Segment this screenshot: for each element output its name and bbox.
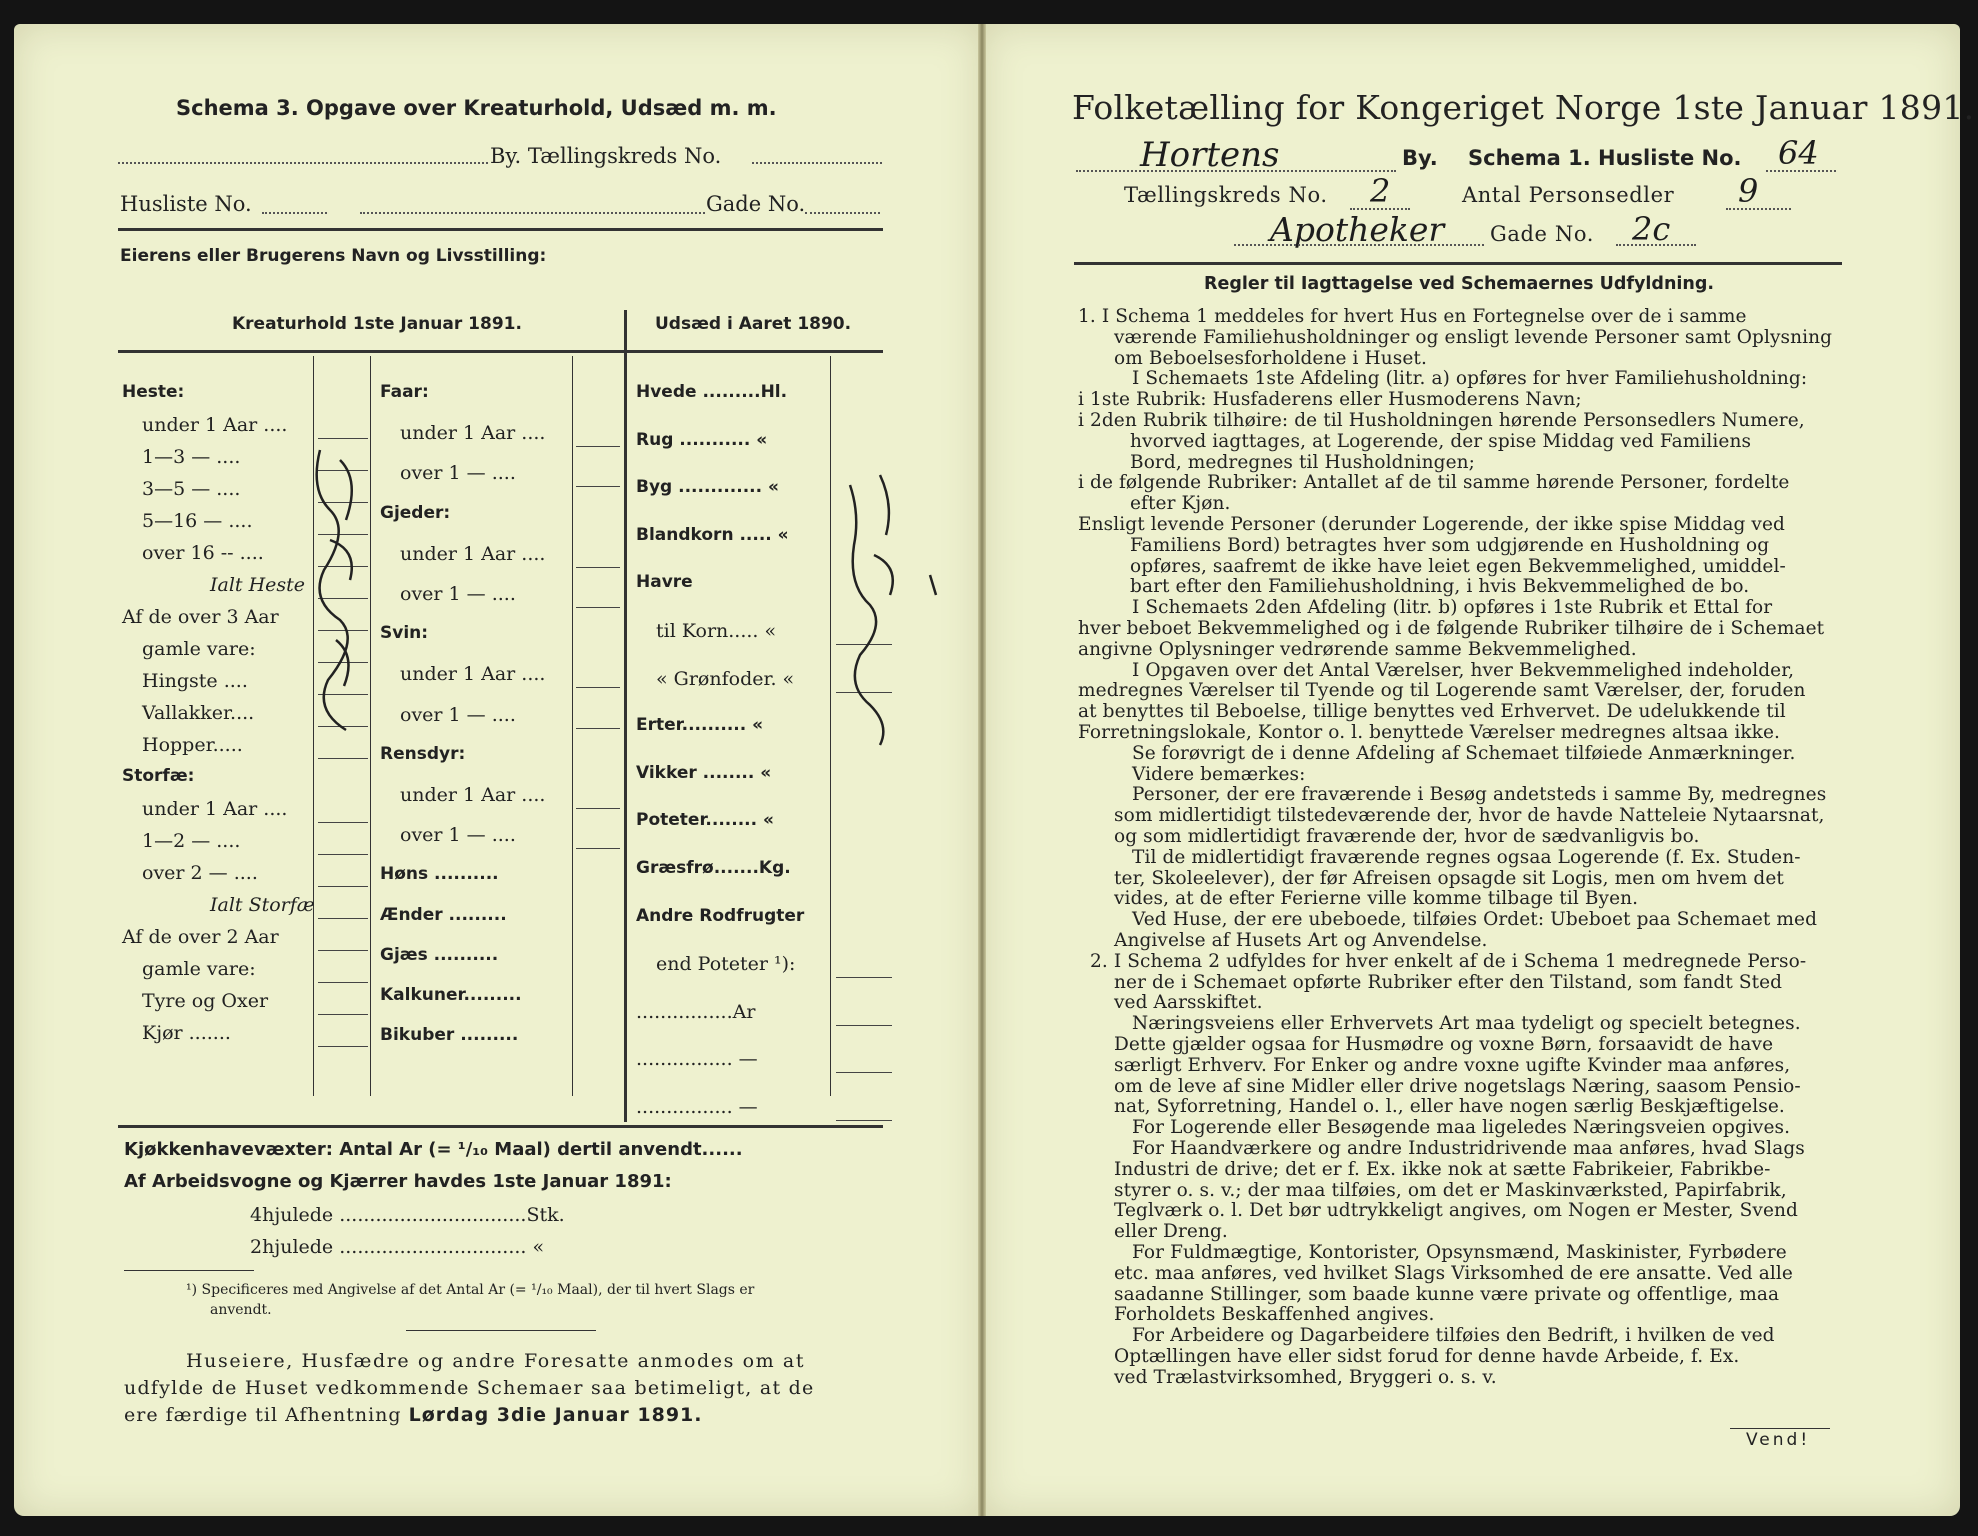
col1-row: 1—2 — .... xyxy=(142,830,241,852)
col2-row: Gjæs .......... xyxy=(380,944,499,965)
col1-value-line xyxy=(318,854,368,855)
husliste-line-right xyxy=(1766,170,1836,172)
col1-row: 3—5 — .... xyxy=(142,478,241,500)
col2-row: Gjeder: xyxy=(380,502,451,523)
col1-value-line xyxy=(318,982,368,983)
gade-line-right xyxy=(1234,244,1484,246)
col2-row: Ænder ......... xyxy=(380,904,507,925)
regler-line: Teglværk o. l. Det bør udtrykkeligt angives, om Nogen er Mester, Svend xyxy=(1114,1200,1798,1222)
regler-line: i de følgende Rubriker: Antallet af de til samme hørende Personer, fordelte xyxy=(1078,472,1790,494)
regler-line: at benyttes til Beboelse, tillige benyttes ved Erhvervet. De udelukkende til xyxy=(1078,701,1786,723)
regler-line: medregnes Værelser til Tyende og til Logerende samt Værelser, der, foruden xyxy=(1078,680,1806,702)
col1-value-line xyxy=(318,886,368,887)
regler-line: For Arbeidere og Dagarbeidere tilføies den Bedrift, i hvilken de ved xyxy=(1132,1325,1775,1347)
footnote-line-1: ¹) Specificeres med Angivelse af det Antal Ar (= ¹/₁₀ Maal), der til hvert Slags er xyxy=(186,1282,755,1298)
regler-line: Næringsveiens eller Erhvervets Art maa tydeligt og specielt betegnes. xyxy=(1132,1013,1801,1035)
arbeidsvogne-line: Af Arbeidsvogne og Kjærrer havdes 1ste Januar 1891: xyxy=(124,1171,672,1192)
gade-no-line xyxy=(805,212,880,214)
col2-value-line xyxy=(576,687,620,688)
regler-line: værende Familiehusholdninger og ensligt levende Personer samt Oplysning xyxy=(1114,326,1833,348)
col1-row: over 2 — .... xyxy=(142,862,258,884)
regler-line: i 1ste Rubrik: Husfaderens eller Husmoderens Navn; xyxy=(1078,389,1582,411)
notice-line-3-text: ere færdige til Afhentning xyxy=(124,1404,409,1426)
handwritten-strike-heste xyxy=(300,430,390,760)
col1-row: Hingste .... xyxy=(142,670,248,692)
col3-row: ................ — xyxy=(636,1096,758,1118)
col3-row: Byg ............. « xyxy=(636,477,779,498)
col3-row: end Poteter ¹): xyxy=(656,953,796,976)
regler-line: eller Dreng. xyxy=(1114,1221,1228,1243)
col1-row: over 16 -- .... xyxy=(142,542,264,564)
col2-value-line xyxy=(576,808,620,809)
col2-row: Høns .......... xyxy=(380,864,499,885)
regler-line: 2. I Schema 2 udfyldes for hver enkelt af de i Schema 1 medregnede Perso- xyxy=(1090,950,1807,972)
husliste-handwritten: 64 xyxy=(1778,134,1819,172)
by-handwritten: Hortens xyxy=(1140,135,1280,175)
regler-line: I Opgaven over det Antal Værelser, hver Bekvemmelighed indeholder, xyxy=(1132,659,1795,681)
footnote-rule xyxy=(124,1270,254,1271)
col2-row: over 1 — .... xyxy=(400,462,516,485)
regler-line: etc. maa anføres, ved hvilket Slags Virksomhed de ere ansatte. Ved alle xyxy=(1114,1262,1793,1284)
regler-line: Familiens Bord) betragtes hver som udgjørende en Husholdning og xyxy=(1130,534,1770,556)
by-name-line xyxy=(118,162,488,164)
notice-line-3 xyxy=(124,1404,702,1426)
regler-line: efter Kjøn. xyxy=(1130,493,1231,515)
gade-no-line-right xyxy=(1616,244,1696,246)
antal-line xyxy=(1726,208,1791,210)
kreds-label: Tællingskreds No. xyxy=(1124,183,1328,207)
col2-row: Rensdyr: xyxy=(380,743,466,764)
regler-line: bart efter den Familiehusholdning, i hvis Bekvemmelighed de bo. xyxy=(1130,576,1750,598)
regler-line: Ved Huse, der ere ubeboede, tilføies Ordet: Ubeboet paa Schemaet med xyxy=(1132,909,1818,931)
by-label: By. Tællingskreds No. xyxy=(490,144,722,168)
regler-line: ner de i Schemaet opførte Rubriker efter den Tilstand, som fandt Sted xyxy=(1114,971,1783,993)
col3-row: Erter.......... « xyxy=(636,715,764,736)
col1-row: Vallakker.... xyxy=(142,702,255,724)
gade-handwritten: Apotheker xyxy=(1270,210,1445,249)
col1-row: under 1 Aar .... xyxy=(142,414,288,436)
col3-row: Hvede .........Hl. xyxy=(636,382,788,402)
col2-row: Kalkuner......... xyxy=(380,985,522,1005)
col1-value-line xyxy=(318,822,368,823)
table-bottom-rule xyxy=(118,1125,883,1128)
regler-line: som midlertidigt tilstedeværende der, hvor de havde Natteleie Nytaarsnat, xyxy=(1114,805,1825,827)
col1-row: gamle vare: xyxy=(142,958,256,980)
gade-label: Gade No. xyxy=(706,192,806,216)
col2-row: over 1 — .... xyxy=(400,583,516,605)
col3-row: Havre xyxy=(636,572,693,593)
regler-line: Angivelse af Husets Art og Anvendelse. xyxy=(1114,930,1488,951)
table-top-rule xyxy=(118,350,883,353)
col2-row: Bikuber ......... xyxy=(380,1025,519,1046)
regler-line: opføres, saafremt de ikke have leiet egen Bekvemmelighed, umiddel- xyxy=(1130,555,1786,577)
col3-row: til Korn..... « xyxy=(656,620,777,642)
col3-row: Rug ........... « xyxy=(636,429,768,450)
regler-line: I Schemaets 2den Afdeling (litr. b) opføres i 1ste Rubrik et Ettal for xyxy=(1132,597,1773,619)
col2-value-line xyxy=(576,486,620,487)
gade-label-right: Gade No. xyxy=(1490,222,1594,246)
hjulede4-line: 4hjulede ...............................Stk. xyxy=(250,1204,565,1226)
col3-value-line xyxy=(836,977,892,978)
regler-line: For Fuldmægtige, Kontorister, Opsynsmænd, Maskinister, Fyrbødere xyxy=(1132,1242,1787,1263)
handwritten-strike-udsaed xyxy=(830,455,940,755)
regler-line: vides, at de efter Ferierne ville komme tilbage til Byen. xyxy=(1114,888,1639,910)
col3-row: « Grønfoder. « xyxy=(656,667,795,690)
col2-row: over 1 — .... xyxy=(400,703,516,726)
eier-label: Eierens eller Brugerens Navn og Livsstilling: xyxy=(120,246,547,266)
header-rule xyxy=(118,228,883,231)
col3-value-line xyxy=(836,1120,892,1121)
vend-rule xyxy=(1730,1428,1830,1429)
right-header-rule xyxy=(1074,262,1842,265)
col3-row: Vikker ........ « xyxy=(636,762,772,783)
col3-row: ................ — xyxy=(636,1048,758,1071)
col1-value-line xyxy=(318,918,368,919)
col2-value-line xyxy=(576,848,620,849)
regler-line: Optællingen have eller sidst forud for denne havde Arbeide, f. Ex. xyxy=(1114,1346,1740,1367)
regler-line: Dette gjælder ogsaa for Husmødre og voxne Børn, forsaavidt de have xyxy=(1114,1034,1774,1055)
col2-row: under 1 Aar .... xyxy=(400,422,546,445)
notice-line-2: udfylde de Huset vedkommende Schemaer saa betimeligt, at de xyxy=(124,1377,815,1399)
col2-row: under 1 Aar .... xyxy=(400,542,546,565)
col1-row: Storfæ: xyxy=(122,766,195,786)
footnote-line-2: anvendt. xyxy=(210,1302,272,1318)
col1-row: Ialt Storfæ xyxy=(210,894,315,916)
regler-line: hver beboet Bekvemmelighed og i de følgende Rubriker tilhøire de i Schemaet xyxy=(1078,618,1825,639)
col2-value-line xyxy=(576,567,620,568)
col2-value-line xyxy=(576,607,620,608)
regler-line: I Schemaets 1ste Afdeling (litr. a) opføres for hver Familiehusholdning: xyxy=(1132,368,1808,390)
col3-row: Græsfrø.......Kg. xyxy=(636,858,791,878)
vend-label: Vend! xyxy=(1746,1430,1811,1450)
col2-row: over 1 — .... xyxy=(400,824,516,847)
gade-name-line xyxy=(360,212,705,214)
col1-row: 5—16 — .... xyxy=(142,510,253,532)
regler-title: Regler til Iagttagelse ved Schemaernes Udfyldning. xyxy=(1204,274,1715,294)
col3-row: Andre Rodfrugter xyxy=(636,905,805,926)
col2-row: Faar: xyxy=(380,382,429,402)
regler-line: Se forøvrigt de i denne Afdeling af Schemaet tilføiede Anmærkninger. xyxy=(1132,742,1796,764)
notice-line-1: Huseiere, Husfædre og andre Foresatte anmodes om at xyxy=(186,1350,806,1372)
by-line-right xyxy=(1076,170,1396,172)
col1-row: gamle vare: xyxy=(142,638,256,660)
col2-row: Svin: xyxy=(380,623,429,644)
census-title: Folketælling for Kongeriget Norge 1ste Januar 1891. xyxy=(1072,88,1975,127)
udsaed-header: Udsæd i Aaret 1890. xyxy=(655,314,852,334)
col2-row: under 1 Aar .... xyxy=(400,663,546,686)
regler-line: hvorved iagttages, at Logerende, der spise Middag ved Familiens xyxy=(1130,430,1752,452)
col3-value-line xyxy=(836,1025,892,1026)
schema-3-title: Schema 3. Opgave over Kreaturhold, Udsæd m. m. xyxy=(176,96,777,120)
col1-row: Af de over 3 Aar xyxy=(122,606,279,628)
kreds-handwritten: 2 xyxy=(1370,172,1391,210)
gade-no-handwritten: 2c xyxy=(1632,210,1671,248)
regler-line: ved Trælastvirksomhed, Bryggeri o. s. v. xyxy=(1114,1366,1497,1388)
col2-value-left xyxy=(572,356,573,1096)
antal-label: Antal Personsedler xyxy=(1462,183,1675,207)
col1-row: Af de over 2 Aar xyxy=(122,926,279,948)
col1-value-line xyxy=(318,1046,368,1047)
col3-row: ................Ar xyxy=(636,1000,756,1023)
by-label-right: By. xyxy=(1402,146,1438,170)
regler-line: Bord, medregnes til Husholdningen; xyxy=(1130,451,1475,473)
col3-row: Poteter........ « xyxy=(636,810,774,831)
notice-date: Lørdag 3die Januar 1891. xyxy=(408,1404,703,1426)
regler-line: saadanne Stillinger, som baade kunne være private og offentlige, maa xyxy=(1114,1283,1780,1305)
regler-line: om de leve af sine Midler eller drive nogetslags Næring, saasom Pensio- xyxy=(1114,1075,1801,1097)
regler-line: om Beboelsesforholdene i Huset. xyxy=(1114,347,1427,369)
col1-row: Ialt Heste xyxy=(210,574,306,596)
regler-line: styrer o. s. v.; der maa tilføies, om det er Maskinværksted, Papirfabrik, xyxy=(1114,1179,1787,1201)
table-divider xyxy=(624,310,627,1122)
husliste-label: Husliste No. xyxy=(120,192,252,216)
col1-row: Heste: xyxy=(122,382,185,402)
antal-handwritten: 9 xyxy=(1738,172,1759,210)
taellingskreds-line xyxy=(752,162,882,164)
regler-line: særligt Erhverv. For Enker og andre voxne ugifte Kvinder maa anføres, xyxy=(1114,1054,1791,1076)
col1-row: 1—3 — .... xyxy=(142,446,241,468)
col1-value-line xyxy=(318,950,368,951)
col2-value-line xyxy=(576,728,620,729)
regler-line: Ensligt levende Personer (derunder Logerende, der ikke spise Middag ved xyxy=(1078,514,1785,535)
schema-1-label: Schema 1. Husliste No. xyxy=(1468,146,1742,170)
hjulede2-line: 2hjulede ............................... « xyxy=(250,1236,545,1258)
regler-line: Personer, der ere fraværende i Besøg andetsteds i samme By, medregnes xyxy=(1132,784,1827,806)
regler-line: angivne Oplysninger vedrørende samme Bekvemmelighed. xyxy=(1078,638,1637,660)
husliste-line xyxy=(262,212,327,214)
col1-row: under 1 Aar .... xyxy=(142,798,288,820)
col3-value-line xyxy=(836,1072,892,1073)
regler-line: Forholdets Beskaffenhed angives. xyxy=(1114,1304,1435,1326)
col2-row: under 1 Aar .... xyxy=(400,784,546,806)
regler-line: ved Aarsskiftet. xyxy=(1114,992,1263,1014)
regler-line: 1. I Schema 1 meddeles for hvert Hus en Fortegnelse over de i samme xyxy=(1078,306,1747,327)
regler-line: Til de midlertidigt fraværende regnes ogsaa Logerende (f. Ex. Studen- xyxy=(1132,846,1801,868)
notice-rule xyxy=(406,1330,596,1331)
regler-line: Industri de drive; det er f. Ex. ikke nok at sætte Fabrikeier, Fabrikbe- xyxy=(1114,1158,1771,1180)
regler-line: Videre bemærkes: xyxy=(1132,763,1306,785)
book-spine xyxy=(978,24,986,1516)
col1-row: Tyre og Oxer xyxy=(142,990,269,1012)
regler-line: ter, Skoleelever), der før Afreisen opsagde sit Logis, men om hvem det xyxy=(1114,867,1784,889)
kjokkenhave-line: Kjøkkenhavevæxter: Antal Ar (= ¹/₁₀ Maal) dertil anvendt...... xyxy=(124,1139,743,1160)
col1-row: Kjør ....... xyxy=(142,1022,231,1044)
regler-line: Forretningslokale, Kontor o. l. benyttede Værelser medregnes altsaa ikke. xyxy=(1078,722,1781,743)
regler-line: For Haandværkere og andre Industridrivende maa anføres, hvad Slags xyxy=(1132,1138,1805,1159)
col1-row: Hopper..... xyxy=(142,734,243,756)
regler-line: og som midlertidigt fraværende der, hvor de sædvanligvis bo. xyxy=(1114,826,1700,847)
regler-line: For Logerende eller Besøgende maa ligeledes Næringsveien opgives. xyxy=(1132,1117,1791,1139)
regler-line: nat, Syforretning, Handel o. l., eller have nogen særlig Beskjæftigelse. xyxy=(1114,1096,1785,1118)
regler-line: i 2den Rubrik tilhøire: de til Husholdningen hørende Personsedlers Numere, xyxy=(1078,410,1805,431)
col3-row: Blandkorn ..... « xyxy=(636,524,789,545)
kreaturhold-header: Kreaturhold 1ste Januar 1891. xyxy=(232,314,522,334)
col1-value-line xyxy=(318,1014,368,1015)
col2-value-line xyxy=(576,446,620,447)
